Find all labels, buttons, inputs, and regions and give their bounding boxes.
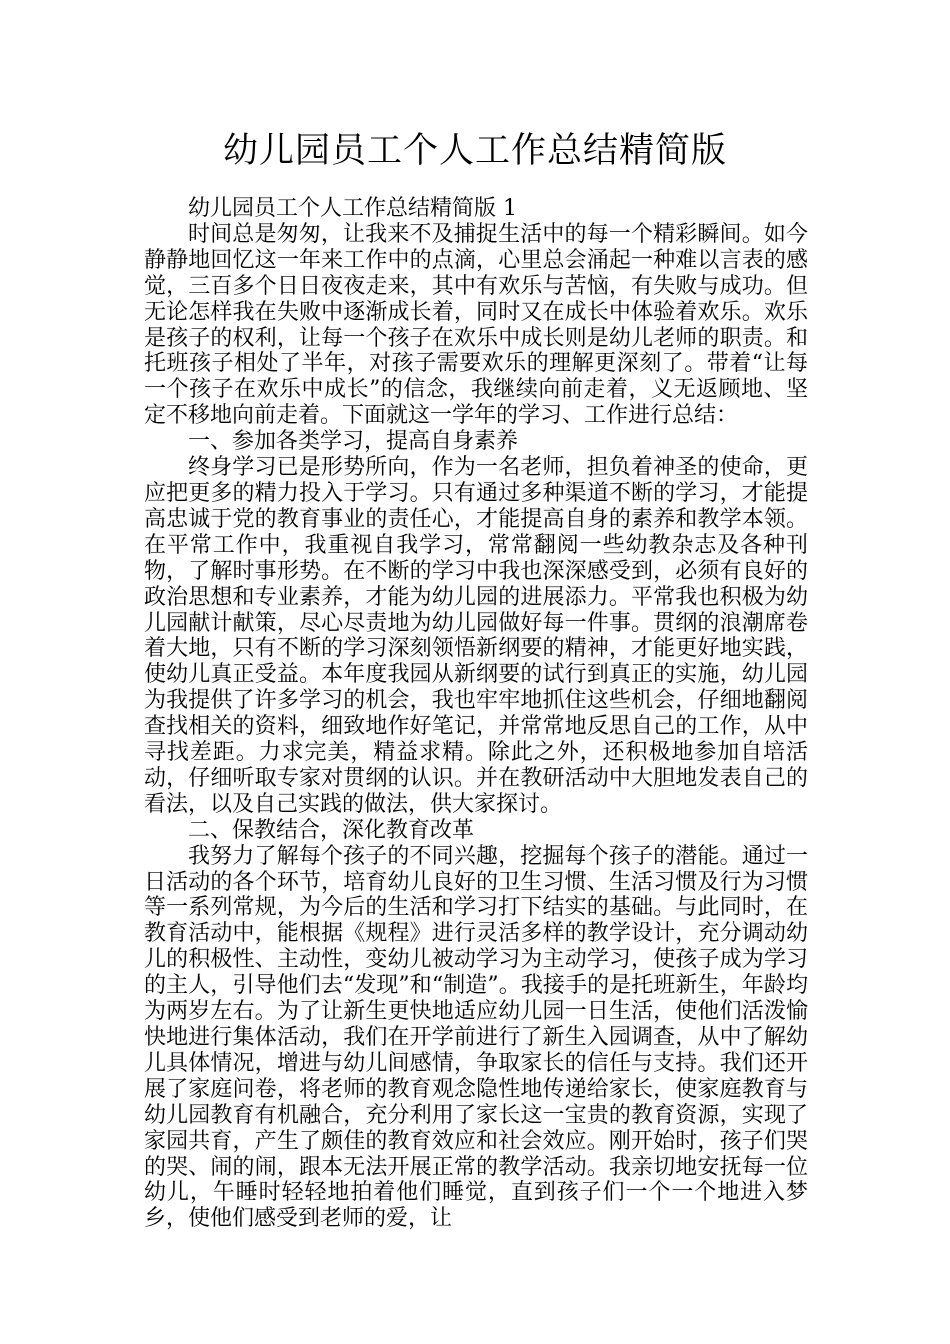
- document-subtitle: 幼儿园员工个人工作总结精简版 1: [188, 196, 517, 221]
- paragraph-intro: 时间总是匆匆，让我来不及捕捉生活中的每一个精彩瞬间。如今静静地回忆这一年来工作中的点滴，心里总会涌起一种难以言表的感觉，三百多个日日夜夜走来，其中有欢乐与苦恼，有失败与成功。但无论怎样我在失败中逐渐成长着，同时又在成长中体验着欢乐。欢乐是孩子的权利，让每一个孩子在欢乐中成长则是幼儿老师的职责。和托班孩子相处了半年，对孩子需要欢乐的理解更深刻了。带着“让每一个孩子在欢乐中成长”的信念，我继续向前走着，义无返顾地、坚定不移地向前走着。下面就这一学年的学习、工作进行总结：: [144, 221, 808, 429]
- document-body: [144, 196, 808, 1232]
- section-heading-1: 一、参加各类学习，提高自身素养: [188, 429, 519, 455]
- section-heading-2: 二、保教结合，深化教育改革: [188, 817, 475, 843]
- paragraph-section-1: 终身学习已是形势所向，作为一名老师，担负着神圣的使命，更应把更多的精力投入于学习。只有通过多种渠道不断的学习，才能提高忠诚于党的教育事业的责任心，才能提高自身的素养和教学本领。在平常工作中，我重视自我学习，常常翻阅一些幼教杂志及各种刊物，了解时事形势。在不断的学习中我也深深感受到，必须有良好的政治思想和专业素养，才能为幼儿园的进展添力。平常我也积极为幼儿园献计献策，尽心尽责地为幼儿园做好每一件事。贯纲的浪潮席卷着大地，只有不断的学习深刻领悟新纲要的精神，才能更好地实践，使幼儿真正受益。本年度我园从新纲要的试行到真正的实施，幼儿园为我提供了许多学习的机会，我也牢牢地抓住这些机会，仔细地翻阅查找相关的资料，细致地作好笔记，并常常地反思自己的工作，从中寻找差距。力求完美，精益求精。除此之外，还积极地参加自培活动，仔细听取专家对贯纲的认识。并在教研活动中大胆地发表自己的看法，以及自己实践的做法，供大家探讨。: [144, 455, 808, 817]
- document-title: 幼儿园员工个人工作总结精简版: [222, 131, 727, 171]
- paragraph-section-2: 我努力了解每个孩子的不同兴趣，挖掘每个孩子的潜能。通过一日活动的各个环节，培育幼儿良好的卫生习惯、生活习惯及行为习惯等一系列常规，为今后的生活和学习打下结实的基础。与此同时，在教育活动中，能根据《规程》进行灵活多样的教学设计，充分调动幼儿的积极性、主动性，变幼儿被动学习为主动学习，使孩子成为学习的主人，引导他们去“发现”和“制造”。我接手的是托班新生，年龄均为两岁左右。为了让新生更快地适应幼儿园一日生活，使他们活泼愉快地进行集体活动，我们在开学前进行了新生入园调查，从中了解幼儿具体情况，增进与幼儿间感情，争取家长的信任与支持。我们还开展了家庭问卷，将老师的教育观念隐性地传递给家长，使家庭教育与幼儿园教育有机融合，充分利用了家长这一宝贵的教育资源，实现了家园共育，产生了颇佳的教育效应和社会效应。刚开始时，孩子们哭的哭、闹的闹，跟本无法开展正常的教学活动。我亲切地安抚每一位幼儿，午睡时轻轻地拍着他们睡觉，直到孩子们一个一个地进入梦乡，使他们感受到老师的爱，让: [144, 843, 808, 1232]
